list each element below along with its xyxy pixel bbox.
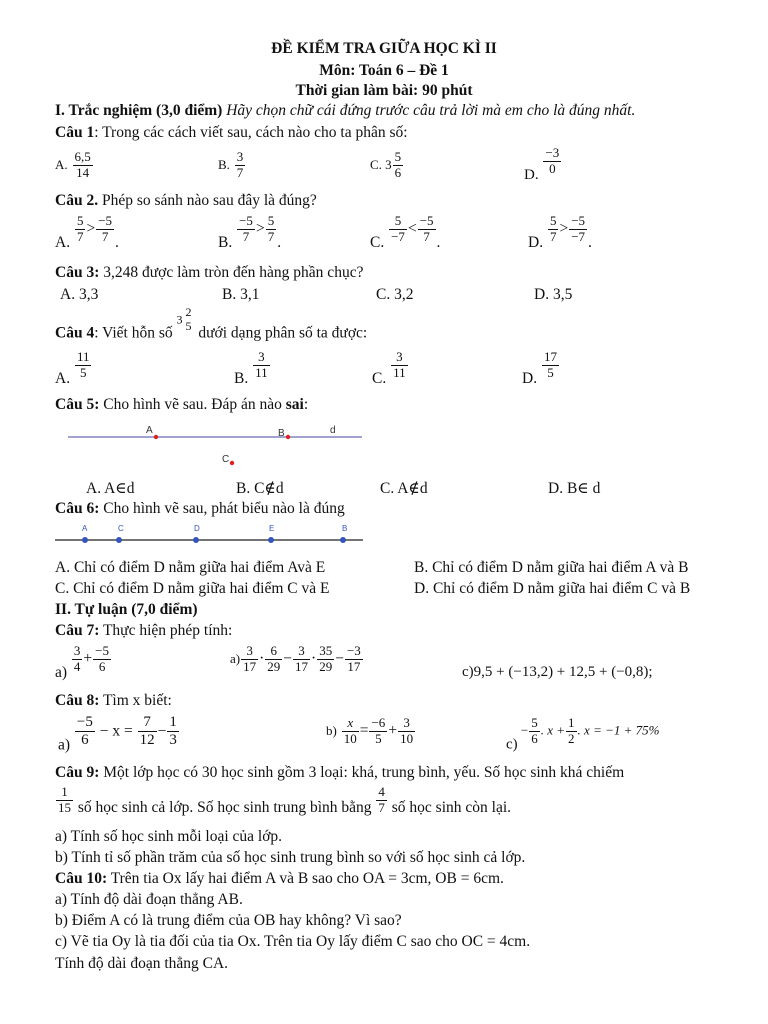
q4-a-letter: A. bbox=[55, 370, 71, 387]
q1-text: : Trong các cách viết sau, cách nào cho ta phân số: bbox=[94, 124, 408, 141]
q5-label-b: B bbox=[278, 428, 285, 439]
q6-question bbox=[55, 500, 345, 518]
q2-d-frac2: $\frac{-5}{-7}$ bbox=[571, 213, 586, 244]
q2-a-dot: . bbox=[115, 234, 119, 251]
q1-option-c bbox=[370, 150, 404, 181]
q7-b-op2: − bbox=[283, 650, 293, 667]
q5-label-d: d bbox=[330, 425, 336, 436]
part1-instruction: Hãy chọn chữ cái đứng trước câu trả lời mà em cho là đúng nhất. bbox=[226, 102, 636, 119]
q5-option-c: C. A∉d bbox=[380, 480, 428, 497]
q6-option-b: B. Chỉ có điểm D nằm giữa hai điểm A và B bbox=[414, 559, 689, 576]
q2-a-op: > bbox=[86, 220, 96, 237]
q9-part-b: b) Tính tỉ số phần trăm của số học sinh trung bình so với số học sinh cả lớp. bbox=[55, 849, 526, 866]
q6-point-e bbox=[268, 537, 274, 543]
q5-point-c bbox=[230, 461, 234, 465]
q4-text: : Viết hỗn số bbox=[94, 324, 173, 342]
q8-label: Câu 8: bbox=[55, 692, 100, 709]
q8-a-frac1: $\frac{-5}{6}$ bbox=[76, 714, 93, 749]
q8-b-eq: = bbox=[359, 722, 369, 739]
q3-option-d: D. 3,5 bbox=[534, 286, 573, 303]
q6-point-c bbox=[116, 537, 122, 543]
q7-a-op: + bbox=[83, 650, 93, 667]
q4-mixed-fraction: 2 5 bbox=[185, 305, 192, 333]
q1-a-letter: A. bbox=[55, 157, 68, 172]
q1-c-letter: C. 3 bbox=[370, 157, 392, 172]
q9-text2: số học sinh cả lớp. Số học sinh trung bình bằng bbox=[77, 799, 372, 816]
q10-part-b: b) Điểm A có là trung điểm của OB hay không? Vì sao? bbox=[55, 912, 402, 929]
q7-a-frac2: $\frac{-5}{6}$ bbox=[95, 643, 110, 674]
q2-c-op: < bbox=[407, 220, 417, 237]
q7-b-op4: − bbox=[335, 650, 344, 667]
q5-point-b bbox=[286, 435, 290, 439]
q2-b-frac1: $\frac{-5}{7}$ bbox=[239, 213, 253, 244]
q1-a-fraction: $\frac{6,5}{14}$ bbox=[74, 149, 91, 180]
q4-b-fraction: $\frac{3}{11}$ bbox=[255, 349, 268, 380]
q1-b-letter: B. bbox=[218, 157, 230, 172]
q6-label-c: C bbox=[118, 524, 124, 533]
q9-label: Câu 9: bbox=[55, 764, 100, 781]
q7-part-b bbox=[230, 644, 364, 675]
q8-c-x2: . x = −1 + 75% bbox=[577, 722, 660, 738]
q2-option-c bbox=[370, 214, 440, 252]
q2-c-frac2: $\frac{-5}{7}$ bbox=[419, 213, 434, 244]
q2-d-dot: . bbox=[588, 234, 592, 251]
q4-a-fraction: $\frac{11}{5}$ bbox=[76, 349, 90, 380]
q7-b-op1: · bbox=[259, 650, 265, 667]
q8-question bbox=[55, 692, 172, 710]
q8-b-frac2: $\frac{-6}{5}$ bbox=[371, 715, 386, 746]
q8-a-label: a) bbox=[58, 736, 71, 754]
q8-b-label: b) bbox=[326, 723, 337, 738]
q9-frac2: $\frac{4}{7}$ bbox=[378, 784, 385, 815]
q4-option-b bbox=[234, 350, 271, 388]
q5-question bbox=[55, 396, 308, 414]
q8-c-frac1: $\frac{5}{6}$ bbox=[531, 715, 538, 746]
q5-option-a: A. A∈d bbox=[86, 480, 135, 497]
q6-label-d: D bbox=[194, 524, 200, 533]
q4-question bbox=[55, 306, 367, 342]
q5-option-d: D. B∈ d bbox=[548, 480, 601, 497]
q8-a-frac3: $\frac{1}{3}$ bbox=[169, 714, 177, 749]
q4-c-letter: C. bbox=[372, 370, 387, 387]
q2-d-frac1: $\frac{5}{7}$ bbox=[549, 213, 557, 244]
q5-label-a: A bbox=[146, 425, 153, 436]
q7-part-c: c)9,5 + (−13,2) + 12,5 + (−0,8); bbox=[462, 664, 653, 680]
q3-text: 3,248 được làm tròn đến hàng phần chục? bbox=[99, 264, 364, 281]
q8-part-b bbox=[326, 716, 416, 747]
q4-label: Câu 4 bbox=[55, 324, 95, 342]
exam-title: ĐỀ KIỂM TRA GIỮA HỌC KÌ II bbox=[271, 40, 497, 57]
q5-label-c: C bbox=[222, 454, 230, 465]
exam-time: Thời gian làm bài: 90 phút bbox=[295, 82, 473, 99]
q9-part-a: a) Tính số học sinh mỗi loại của lớp. bbox=[55, 828, 283, 845]
q7-text: Thực hiện phép tính: bbox=[99, 622, 233, 639]
q9-question bbox=[55, 764, 624, 782]
q1-option-b bbox=[218, 150, 246, 181]
q4-mixed-whole: 3 bbox=[176, 312, 183, 327]
q8-b-op: + bbox=[388, 722, 398, 739]
q2-option-b bbox=[218, 214, 281, 252]
q7-b-frac2: $\frac{6}{29}$ bbox=[267, 643, 281, 674]
q6-label-b: B bbox=[342, 524, 348, 533]
exam-subject: Môn: Toán 6 – Đề 1 bbox=[319, 62, 449, 79]
q1-b-fraction: $\frac{3}{7}$ bbox=[236, 149, 244, 180]
q10-part-a: a) Tính độ dài đoạn thẳng AB. bbox=[55, 891, 243, 908]
q1-option-a bbox=[55, 150, 94, 181]
q7-part-a bbox=[55, 644, 112, 682]
q2-text: Phép so sánh nào sau đây là đúng? bbox=[98, 192, 317, 209]
q5-text: Cho hình vẽ sau. Đáp án nào bbox=[99, 396, 286, 413]
q5-figure bbox=[60, 420, 370, 470]
q5-option-b: B. C∉d bbox=[236, 480, 284, 497]
q2-b-op: > bbox=[255, 220, 265, 237]
q5-text-end: : bbox=[303, 396, 309, 413]
q9-line2 bbox=[55, 785, 511, 817]
q2-d-op: > bbox=[559, 220, 569, 237]
q8-c-minus: − bbox=[520, 722, 529, 738]
q6-point-b bbox=[340, 537, 346, 543]
q7-a-label: a) bbox=[55, 664, 68, 681]
q6-figure bbox=[55, 522, 375, 548]
q6-text: Cho hình vẽ sau, phát biểu nào là đúng bbox=[99, 500, 345, 517]
q5-label: Câu 5: bbox=[55, 396, 100, 413]
q8-c-label: c) bbox=[506, 736, 518, 753]
q9-text3: số học sinh còn lại. bbox=[391, 799, 512, 816]
q2-d-letter: D. bbox=[528, 234, 544, 251]
q2-option-a bbox=[55, 214, 119, 252]
q8-c-frac2: $\frac{1}{2}$ bbox=[568, 715, 575, 746]
q6-option-c: C. Chỉ có điểm D nằm giữa hai điểm C và E bbox=[55, 580, 330, 597]
q6-option-a: A. Chỉ có điểm D nằm giữa hai điểm Avà E bbox=[55, 559, 326, 576]
q1-d-letter: D. bbox=[524, 167, 539, 183]
q3-option-c: C. 3,2 bbox=[376, 286, 414, 303]
q8-a-x: − x = bbox=[99, 722, 133, 740]
q4-b-letter: B. bbox=[234, 370, 249, 387]
q1-d-fraction: $\frac{-3}{0}$ bbox=[545, 145, 560, 176]
q2-a-frac2: $\frac{-5}{7}$ bbox=[98, 213, 113, 244]
q7-question bbox=[55, 622, 232, 640]
q6-option-d: D. Chỉ có điểm D nằm giữa hai điểm C và B bbox=[414, 580, 691, 597]
q6-point-a bbox=[82, 537, 88, 543]
q2-a-frac1: $\frac{5}{7}$ bbox=[76, 213, 84, 244]
q4-option-c bbox=[372, 350, 409, 388]
q8-b-frac1: $\frac{x}{10}$ bbox=[343, 715, 357, 746]
q10-part-c: c) Vẽ tia Oy là tia đối của tia Ox. Trên tia Oy lấy điểm C sao cho OC = 4cm. bbox=[55, 933, 531, 950]
q6-point-d bbox=[193, 537, 199, 543]
q3-question bbox=[55, 264, 363, 282]
q7-b-frac1: $\frac{3}{17}$ bbox=[243, 643, 257, 674]
q8-c-x1: . x + bbox=[540, 722, 566, 738]
q6-label: Câu 6: bbox=[55, 500, 100, 517]
q8-b-frac3: $\frac{3}{10}$ bbox=[400, 715, 414, 746]
q4-d-letter: D. bbox=[522, 370, 538, 387]
q10-text: Trên tia Ox lấy hai điểm A và B sao cho OA = 3cm, OB = 6cm. bbox=[107, 870, 504, 887]
q6-label-a: A bbox=[82, 524, 88, 533]
q8-text: Tìm x biết: bbox=[99, 692, 172, 709]
part2-heading: II. Tự luận (7,0 điểm) bbox=[55, 601, 198, 618]
q7-b-frac3: $\frac{3}{17}$ bbox=[295, 643, 309, 674]
q10-part-c-cont: Tính độ dài đoạn thẳng CA. bbox=[55, 955, 229, 972]
q2-b-letter: B. bbox=[218, 234, 233, 251]
q9-text: Một lớp học có 30 học sinh gồm 3 loại: khá, trung bình, yếu. Số học sinh khá chiếm bbox=[99, 764, 625, 781]
q1-option-d bbox=[524, 146, 562, 184]
q7-a-frac1: $\frac{3}{4}$ bbox=[73, 643, 81, 674]
q2-question bbox=[55, 192, 317, 210]
q2-b-dot: . bbox=[277, 234, 282, 251]
q2-a-letter: A. bbox=[55, 234, 71, 251]
q5-point-a bbox=[154, 435, 158, 439]
q8-part-a bbox=[58, 714, 180, 754]
q2-b-frac2: $\frac{5}{7}$ bbox=[267, 213, 275, 244]
q3-label: Câu 3: bbox=[55, 264, 100, 281]
q7-b-frac5: $\frac{-3}{17}$ bbox=[346, 643, 361, 674]
q10-label: Câu 10: bbox=[55, 870, 108, 887]
part1-line bbox=[55, 102, 635, 120]
q7-b-op3: · bbox=[311, 650, 317, 667]
q1-label: Câu 1 bbox=[55, 124, 95, 141]
q2-label: Câu 2. bbox=[55, 192, 99, 209]
part1-heading: I. Trắc nghiệm (3,0 điểm) bbox=[55, 102, 223, 119]
q8-part-c bbox=[506, 716, 659, 753]
q8-a-frac2: $\frac{7}{12}$ bbox=[139, 714, 155, 749]
q10-question bbox=[55, 870, 504, 888]
q8-a-op: − bbox=[157, 722, 167, 740]
q4-option-a bbox=[55, 350, 92, 388]
q2-c-dot: . bbox=[436, 234, 441, 251]
q2-c-letter: C. bbox=[370, 234, 385, 251]
q2-c-frac1: $\frac{5}{-7}$ bbox=[391, 213, 405, 244]
q4-text2: dưới dạng phân số ta được: bbox=[198, 324, 368, 342]
q5-text-bold: sai bbox=[285, 396, 304, 413]
q7-b-frac4: $\frac{35}{29}$ bbox=[319, 643, 333, 674]
q6-label-e: E bbox=[269, 524, 275, 533]
q1-c-fraction: $\frac{5}{6}$ bbox=[394, 149, 402, 180]
q4-d-fraction: $\frac{17}{5}$ bbox=[543, 349, 557, 380]
q1-question bbox=[55, 124, 408, 142]
q2-option-d bbox=[528, 214, 592, 252]
q4-c-fraction: $\frac{3}{11}$ bbox=[393, 349, 406, 380]
q4-option-d bbox=[522, 350, 560, 388]
q7-b-label: a) bbox=[230, 651, 241, 666]
q7-label: Câu 7: bbox=[55, 622, 100, 639]
q9-frac1: $\frac{1}{15}$ bbox=[58, 784, 71, 815]
q3-option-b: B. 3,1 bbox=[222, 286, 260, 303]
q3-option-a: A. 3,3 bbox=[60, 286, 99, 303]
